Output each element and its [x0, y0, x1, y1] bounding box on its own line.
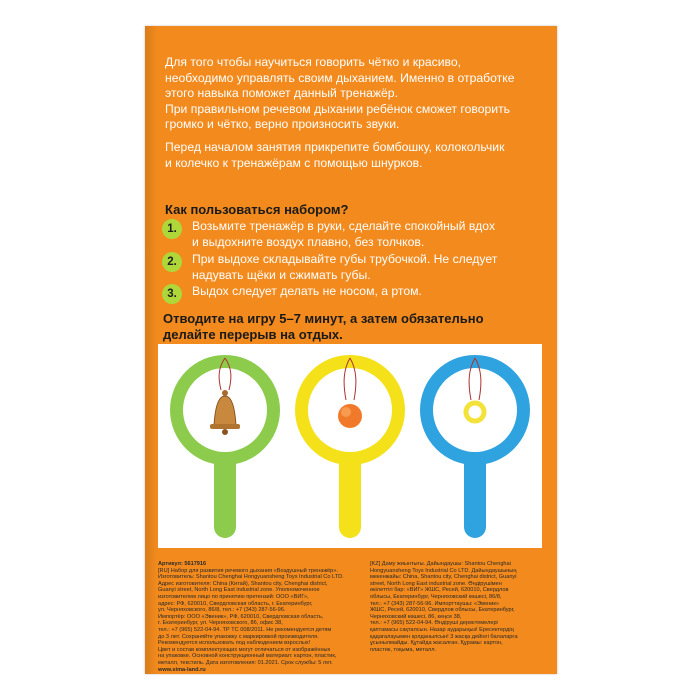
- green-trainer: [170, 355, 280, 538]
- legal-line: ұсынылмайды. Құтайда жасалған. Құрамы: картон,: [370, 640, 503, 647]
- intro-line: При правильном речевом дыхании ребёнок сможет говорить: [165, 101, 511, 116]
- intro-line: громко и чётко, верно произносить звуки.: [165, 117, 400, 132]
- legal-line: Импортёр: ООО «Эвеник», РФ, 620010, Свердловская область,: [158, 613, 324, 620]
- legal-line: Hongyuansheng Toys Industrial Co LTD. Дайындаушының: [370, 567, 517, 574]
- product-illustration: [158, 344, 542, 548]
- legal-line: тел.: +7 (343) 287-56-96. Импорттаушы: «Эвеник»: [370, 600, 499, 607]
- legal-line: Guanyi street, North Long East industrial zone. Уполномоченное: [158, 587, 320, 594]
- yellow-trainer: [295, 355, 405, 538]
- legal-line: на упаковке. Основной конструкционный материал: картон, пластик,: [158, 653, 337, 660]
- legal-line: пластик, тоқыма, металл.: [370, 646, 437, 653]
- legal-line: тел.: +7 (965) 522-04-94. Өндіруші деректемелері: [370, 620, 498, 627]
- step-line: При выдохе складывайте губы трубочкой. Не следует: [192, 252, 498, 266]
- step-line: Возьмите тренажёр в руки, сделайте спокойный вдох: [192, 219, 496, 233]
- intro-line: Для того чтобы научиться говорить чётко и красиво,: [165, 55, 462, 69]
- step-number-badge: 1.: [162, 219, 182, 239]
- legal-line: облысы, Екатеринбург, Черняховский көшесі, 86/8,: [370, 593, 502, 600]
- legal-line: қаптамасы сақталсын. Назар аударыңыз! Ересектердің: [370, 626, 514, 633]
- step-text: [192, 252, 542, 283]
- legal-line: [KZ] Даму жиынтығы. Дайындаушы: Shantou Chenghai: [370, 561, 511, 567]
- note-line: делайте перерыв на отдых.: [163, 327, 343, 342]
- legal-line: г. Екатеринбург, ул. Черняховского, 86, офис 38,: [158, 620, 283, 627]
- intro-line: необходимо управлять своим дыханием. Именно в отработке: [165, 70, 515, 85]
- legal-line: қадағалауымен қолданылсын! 3 жасқа дейінгі балаларға: [370, 633, 518, 640]
- howto-heading: Как пользоваться набором?: [165, 202, 349, 217]
- legal-line: Цвет и состав комплектующих могут отличаться от изображённых: [158, 646, 331, 653]
- prep-line: и колечко к тренажёрам с помощью шнурков.: [165, 155, 423, 170]
- legal-line: адрес: РФ, 620010, Свердловская область, г. Екатеринбург,: [158, 600, 313, 607]
- legal-line: изготовителем лицо по принятию претензий: ООО «ВИГ»,: [158, 593, 309, 600]
- packaging-back: [145, 26, 557, 674]
- step-text: [192, 219, 542, 250]
- blue-trainer: [420, 355, 530, 538]
- step-line: Выдох следует делать не носом, а ртом.: [192, 284, 422, 298]
- step-number-badge: 2.: [162, 252, 182, 272]
- legal-text-ru: [158, 561, 354, 673]
- intro-text: [165, 55, 545, 133]
- step-number-badge: 3.: [162, 284, 182, 304]
- legal-line: street, North Long East industrial zone. Өндірушімен: [370, 580, 502, 587]
- preparation-text: [165, 140, 545, 171]
- prep-line: Перед началом занятия прикрепите бомбошку, колокольчик: [165, 140, 505, 154]
- time-note: [163, 311, 553, 343]
- note-line: Отводите на игру 5–7 минут, а затем обязательно: [163, 311, 484, 326]
- step-line: надувать щёки и сжимать губы.: [192, 267, 371, 282]
- article-number: Артикул: 5617916: [158, 561, 207, 567]
- website-link: www.sima-land.ru: [158, 666, 206, 673]
- legal-line: мекенжайы: China, Shantou city, Chenghai district, Guanyi: [370, 574, 517, 581]
- legal-line: [RU] Набор для развития речевого дыхания «Воздушный тренажёр».: [158, 567, 338, 574]
- legal-line: до 3 лет. Сохраняйте упаковку с маркировкой производителя.: [158, 633, 319, 640]
- legal-line: Изготовитель: Shantou Chenghai Hongyuansheng Toys Industrial Co LTD.: [158, 574, 344, 581]
- legal-line: ул. Черняховского, 86/8, тел.: +7 (343) 287-56-96.: [158, 607, 286, 614]
- intro-line: этого навыка поможет данный тренажёр.: [165, 86, 398, 101]
- legal-line: ЖШС, Ресей, 620010, Свердлов облысы, Екатеринбург,: [370, 607, 515, 614]
- legal-line: өкілеттігі бар: «ВИГ» ЖШС, Ресей, 620010, Свердлов: [370, 587, 509, 594]
- legal-line: Адрес изготовителя: China (Китай), Shantou city, Chenghai district,: [158, 580, 328, 587]
- legal-line: тел.: +7 (965) 522-04-94. ТР ТС 008/2011. Не рекомендуется детям: [158, 626, 332, 633]
- step-text: [192, 284, 542, 300]
- trainers-illustration: [158, 344, 542, 548]
- legal-line: металл, текстиль. Дата изготовления: 01.2021. Срок службы: 5 лет.: [158, 659, 333, 666]
- legal-line: Рекомендуется использовать под наблюдением взрослых!: [158, 640, 311, 647]
- step-line: и выдохните воздух плавно, без толчков.: [192, 234, 425, 249]
- legal-line: Черняховский көшесі, 86, кеңсе 38,: [370, 613, 462, 620]
- legal-text-kz: [370, 561, 546, 653]
- pompom-icon: [338, 404, 362, 428]
